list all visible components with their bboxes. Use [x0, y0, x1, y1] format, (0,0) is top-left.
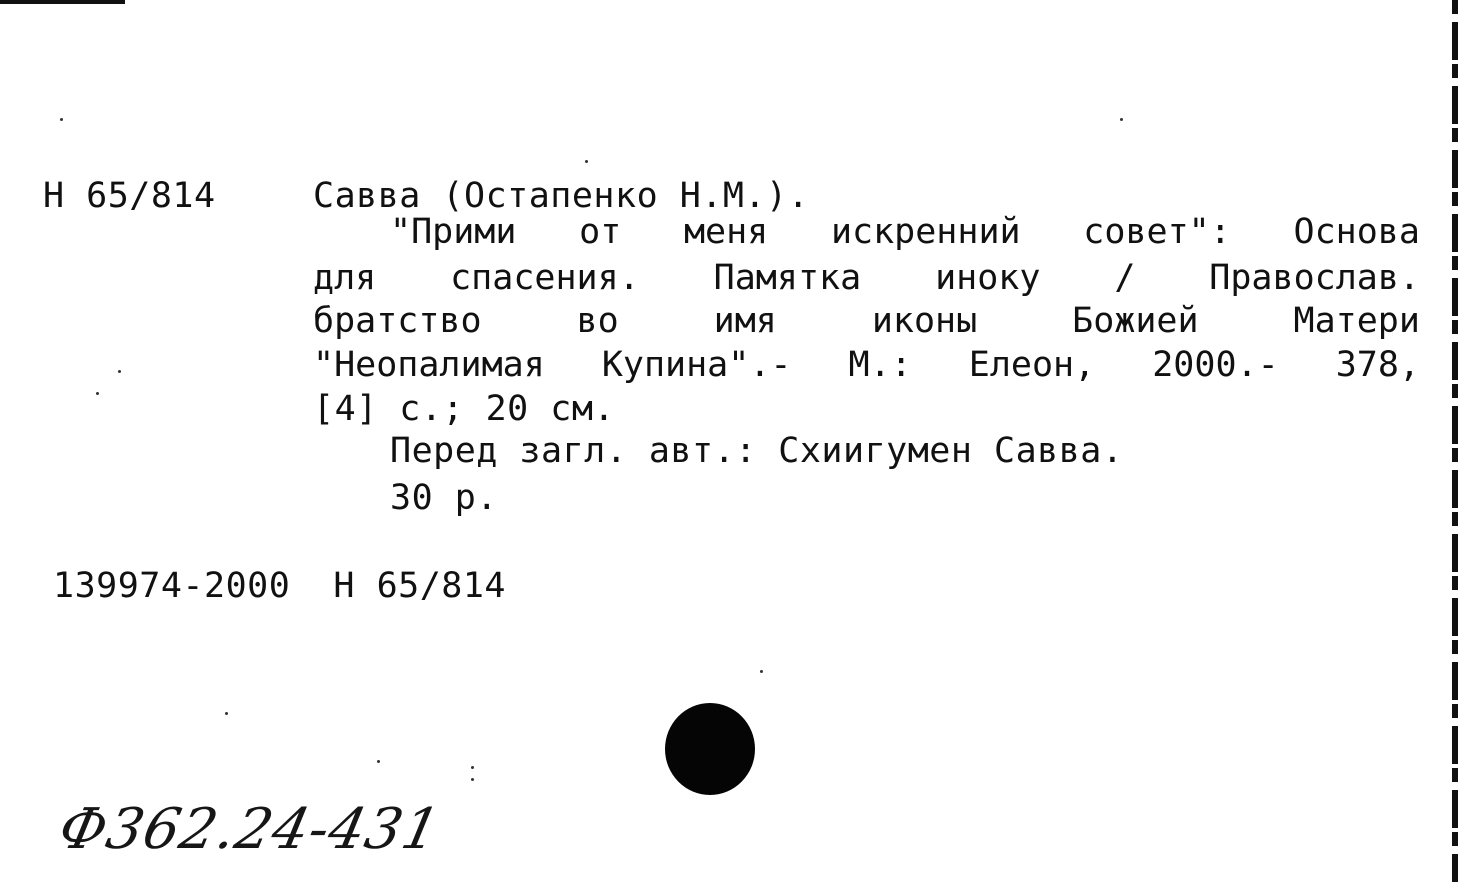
word: для [313, 258, 377, 298]
heading-author: Савва (Остапенко Н.М.). [313, 176, 810, 216]
word: иконы [871, 301, 978, 341]
inventory-number: 139974-2000 Н 65/814 [53, 566, 507, 606]
word: меня [683, 212, 769, 252]
speck [377, 760, 380, 763]
top-edge-mark [0, 0, 125, 4]
word: Елеон, [968, 345, 1096, 385]
speck [225, 712, 228, 715]
speck [60, 118, 63, 121]
word: Купина".- [601, 345, 792, 385]
handwritten-shelf-mark: Ф362.24-431 [53, 797, 447, 862]
word: имя [713, 301, 777, 341]
word: иноку [935, 258, 1041, 298]
word: "Неопалимая [313, 345, 545, 385]
body-line-2 [313, 258, 1420, 298]
speck [585, 160, 588, 163]
word: Памятка [713, 258, 862, 298]
word: братство [313, 301, 482, 341]
word: "Прими [390, 212, 517, 252]
punch-hole [665, 703, 755, 795]
speck [760, 670, 763, 673]
body-line-4 [313, 345, 1420, 385]
pages-size-line: [4] с.; 20 см. [313, 389, 616, 429]
word: 2000.- [1152, 345, 1279, 385]
speck [96, 392, 99, 395]
right-edge-mark [1452, 0, 1458, 882]
author-note-line: Перед загл. авт.: Схиигумен Савва. [390, 431, 1124, 471]
word: Матери [1293, 301, 1420, 341]
word: Православ. [1209, 258, 1420, 298]
body-line-3 [313, 301, 1420, 341]
word: Основа [1293, 212, 1420, 252]
speck [118, 370, 121, 373]
word: спасения. [450, 258, 640, 298]
speck [1120, 118, 1123, 121]
speck [471, 778, 474, 781]
call-number: Н 65/814 [43, 176, 216, 216]
word: М.: [848, 345, 912, 385]
speck [471, 766, 474, 769]
word: от [579, 212, 622, 252]
word: / [1114, 258, 1136, 298]
price-line: 30 р. [390, 478, 498, 518]
word: 378, [1335, 345, 1420, 385]
body-line-1 [390, 212, 1420, 252]
word: Божией [1072, 301, 1199, 341]
word: совет": [1083, 212, 1231, 252]
word: во [576, 301, 619, 341]
word: искренний [830, 212, 1021, 252]
